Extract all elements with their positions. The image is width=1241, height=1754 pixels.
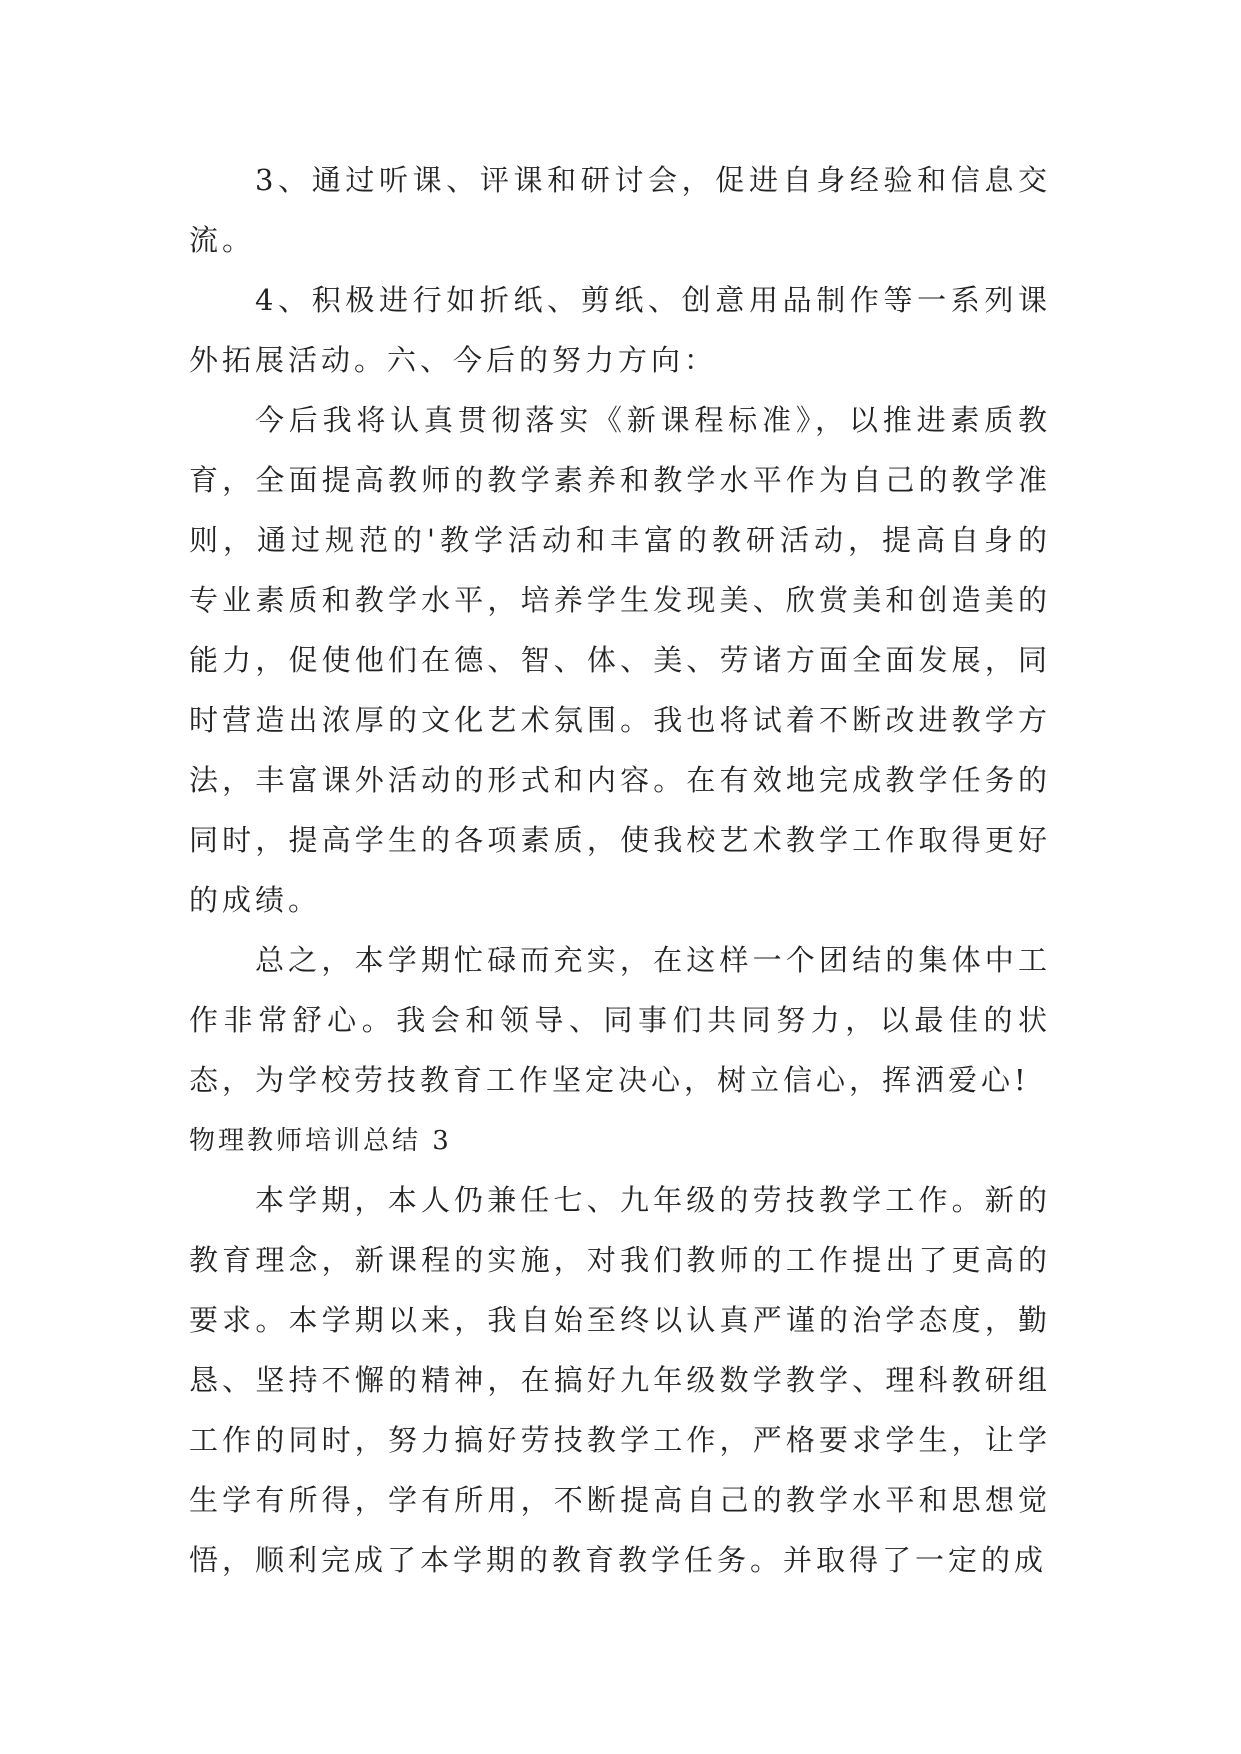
document-body: [189, 150, 1051, 1590]
paragraph-semester-summary: 本学期，本人仍兼任七、九年级的劳技教学工作。新的教育理念，新课程的实施，对我们教师的工作提出了更高的要求。本学期以来，我自始至终以认真严谨的治学态度，勤恳、坚持不懈的精神，在搞好九年级数学教学、理科教研组工作的同时，努力搞好劳技教学工作，严格要求学生，让学生学有所得，学有所用，不断提高自己的教学水平和思想觉悟，顺利完成了本学期的教育教学任务。并取得了一定的成: [189, 1183, 1051, 1577]
paragraph-item-3: 3、通过听课、评课和研讨会，促进自身经验和信息交流。: [189, 163, 1051, 257]
paragraph-future-direction: 今后我将认真贯彻落实《新课程标准》，以推进素质教育，全面提高教师的教学素养和教学水平作为自己的教学准则，通过规范的'教学活动和丰富的教研活动，提高自身的专业素质和教学水平，培养学生发现美、欣赏美和创造美的能力，促使他们在德、智、体、美、劳诸方面全面发展，同时营造出浓厚的文化艺术氛围。我也将试着不断改进教学方法，丰富课外活动的形式和内容。在有效地完成教学任务的同时，提高学生的各项素质，使我校艺术教学工作取得更好的成绩。: [189, 403, 1051, 917]
paragraph-item-4: 4、积极进行如折纸、剪纸、创意用品制作等一系列课外拓展活动。六、今后的努力方向：: [189, 283, 1051, 377]
section-title: 物理教师培训总结 3: [189, 1126, 452, 1156]
paragraph-conclusion: 总之，本学期忙碌而充实，在这样一个团结的集体中工作非常舒心。我会和领导、同事们共同努力，以最佳的状态，为学校劳技教育工作坚定决心，树立信心，挥洒爱心!: [189, 943, 1051, 1097]
